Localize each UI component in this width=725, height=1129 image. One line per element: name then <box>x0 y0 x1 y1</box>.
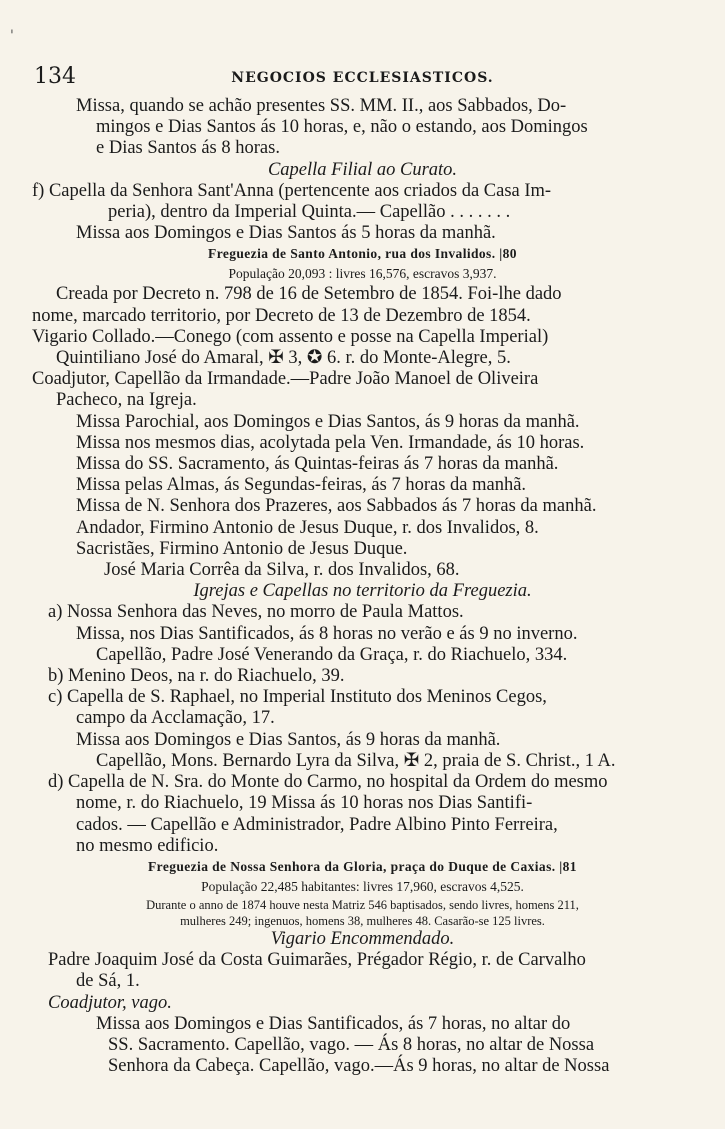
text-line: Pacheco, na Igreja. <box>56 390 197 411</box>
statistics-line: Durante o anno de 1874 houve nesta Matriz 546 baptisados, sendo livres, homens 211, <box>146 897 579 912</box>
text-line: Missa, nos Dias Santificados, ás 8 horas no verão e ás 9 no inverno. <box>76 623 578 644</box>
text-line: Missa do SS. Sacramento, ás Quintas-feiras ás 7 horas da manhã. <box>76 454 559 475</box>
text-line: e Dias Santos ás 8 horas. <box>96 138 280 159</box>
text-line: no mesmo edificio. <box>76 835 219 856</box>
text-line: Missa aos Domingos e Dias Santificados, ás 7 horas, no altar do <box>96 1013 571 1034</box>
text-line: peria), dentro da Imperial Quinta.— Capellão . . . . . . . <box>108 202 511 223</box>
running-title: NEGOCIOS ECCLESIASTICOS. <box>231 70 494 86</box>
text-line: Missa Parochial, aos Domingos e Dias Santos, ás 9 horas da manhã. <box>76 411 580 432</box>
text-line: Capellão, Padre José Venerando da Graça, r. do Riachuelo, 334. <box>96 644 568 665</box>
text-line: Missa pelas Almas, ás Segundas-feiras, ás 7 horas da manhã. <box>76 475 527 496</box>
text-line: d) Capella de N. Sra. do Monte do Carmo, no hospital da Ordem do mesmo <box>48 772 608 793</box>
population-line: População 20,093 : livres 16,576, escravos 3,937. <box>228 266 497 282</box>
text-line: Coadjutor, Capellão da Irmandade.—Padre João Manoel de Oliveira <box>32 369 539 390</box>
section-heading: Capella Filial ao Curato. <box>267 159 458 180</box>
page-number: 134 <box>34 64 76 89</box>
text-line: Missa de N. Senhora dos Prazeres, aos Sabbados ás 7 horas da manhã. <box>76 496 597 517</box>
statistics-line: mulheres 249; ingenuos, homens 38, mulheres 48. Casarão-se 125 livres. <box>180 913 545 928</box>
section-heading: Igrejas e Capellas no territorio da Freguezia. <box>193 581 532 602</box>
text-line: José Maria Corrêa da Silva, r. dos Invalidos, 68. <box>104 560 460 581</box>
text-line: de Sá, 1. <box>76 971 140 992</box>
text-line: Creada por Decreto n. 798 de 16 de Setembro de 1854. Foi-lhe dado <box>56 284 562 305</box>
text-line: Vigario Collado.—Conego (com assento e posse na Capella Imperial) <box>32 326 549 347</box>
text-line: campo da Acclamação, 17. <box>76 708 275 729</box>
text-line: Capellão, Mons. Bernardo Lyra da Silva, ✠ 2, praia de S. Christ., 1 A. <box>96 750 616 771</box>
page-text <box>32 96 693 1077</box>
running-header <box>34 64 691 90</box>
text-line: Quintiliano José do Amaral, ✠ 3, ✪ 6. r. do Monte-Alegre, 5. <box>56 348 511 369</box>
text-line: a) Nossa Senhora das Neves, no morro de Paula Mattos. <box>48 602 464 623</box>
text-line: Missa aos Domingos e Dias Santos, ás 9 horas da manhã. <box>76 729 501 750</box>
text-line: Missa nos mesmos dias, acolytada pela Ven. Irmandade, ás 10 horas. <box>76 432 585 453</box>
population-line: População 22,485 habitantes: livres 17,960, escravos 4,525. <box>201 878 524 894</box>
parish-heading: Freguezia de Santo Antonio, rua dos Invalidos. |80 <box>208 246 517 262</box>
text-line: SS. Sacramento. Capellão, vago. — Ás 8 horas, no altar de Nossa <box>108 1034 595 1055</box>
text-line: nome, r. do Riachuelo, 19 Missa ás 10 horas nos Dias Santifi- <box>76 793 533 814</box>
text-line: Padre Joaquim José da Costa Guimarães, Prégador Régio, r. de Carvalho <box>48 950 586 971</box>
text-line: Sacristães, Firmino Antonio de Jesus Duque. <box>76 538 408 559</box>
text-line: Missa, quando se achão presentes SS. MM. II., aos Sabbados, Do- <box>76 96 567 116</box>
text-line: c) Capella de S. Raphael, no Imperial Instituto dos Meninos Cegos, <box>48 687 547 708</box>
section-heading: Vigario Encommendado. <box>270 928 455 949</box>
text-line: Coadjutor, vago. <box>48 992 172 1013</box>
text-line: Missa aos Domingos e Dias Santos ás 5 horas da manhã. <box>76 223 496 244</box>
text-line: Senhora da Cabeça. Capellão, vago.—Ás 9 horas, no altar de Nossa <box>108 1056 610 1077</box>
text-line: f) Capella da Senhora Sant'Anna (pertencente aos criados da Casa Im- <box>32 180 552 201</box>
text-line: Andador, Firmino Antonio de Jesus Duque, r. dos Invalidos, 8. <box>76 517 539 538</box>
parish-heading: Freguezia de Nossa Senhora da Gloria, praça do Duque de Caxias. |81 <box>148 858 577 874</box>
text-line: cados. — Capellão e Administrador, Padre Albino Pinto Ferreira, <box>76 814 558 835</box>
text-line: nome, marcado territorio, por Decreto de 13 de Dezembro de 1854. <box>32 305 531 326</box>
text-line: b) Menino Deos, na r. do Riachuelo, 39. <box>48 666 345 687</box>
text-line: mingos e Dias Santos ás 10 horas, e, não o estando, aos Domingos <box>96 117 588 138</box>
margin-mark: ' <box>10 28 14 44</box>
